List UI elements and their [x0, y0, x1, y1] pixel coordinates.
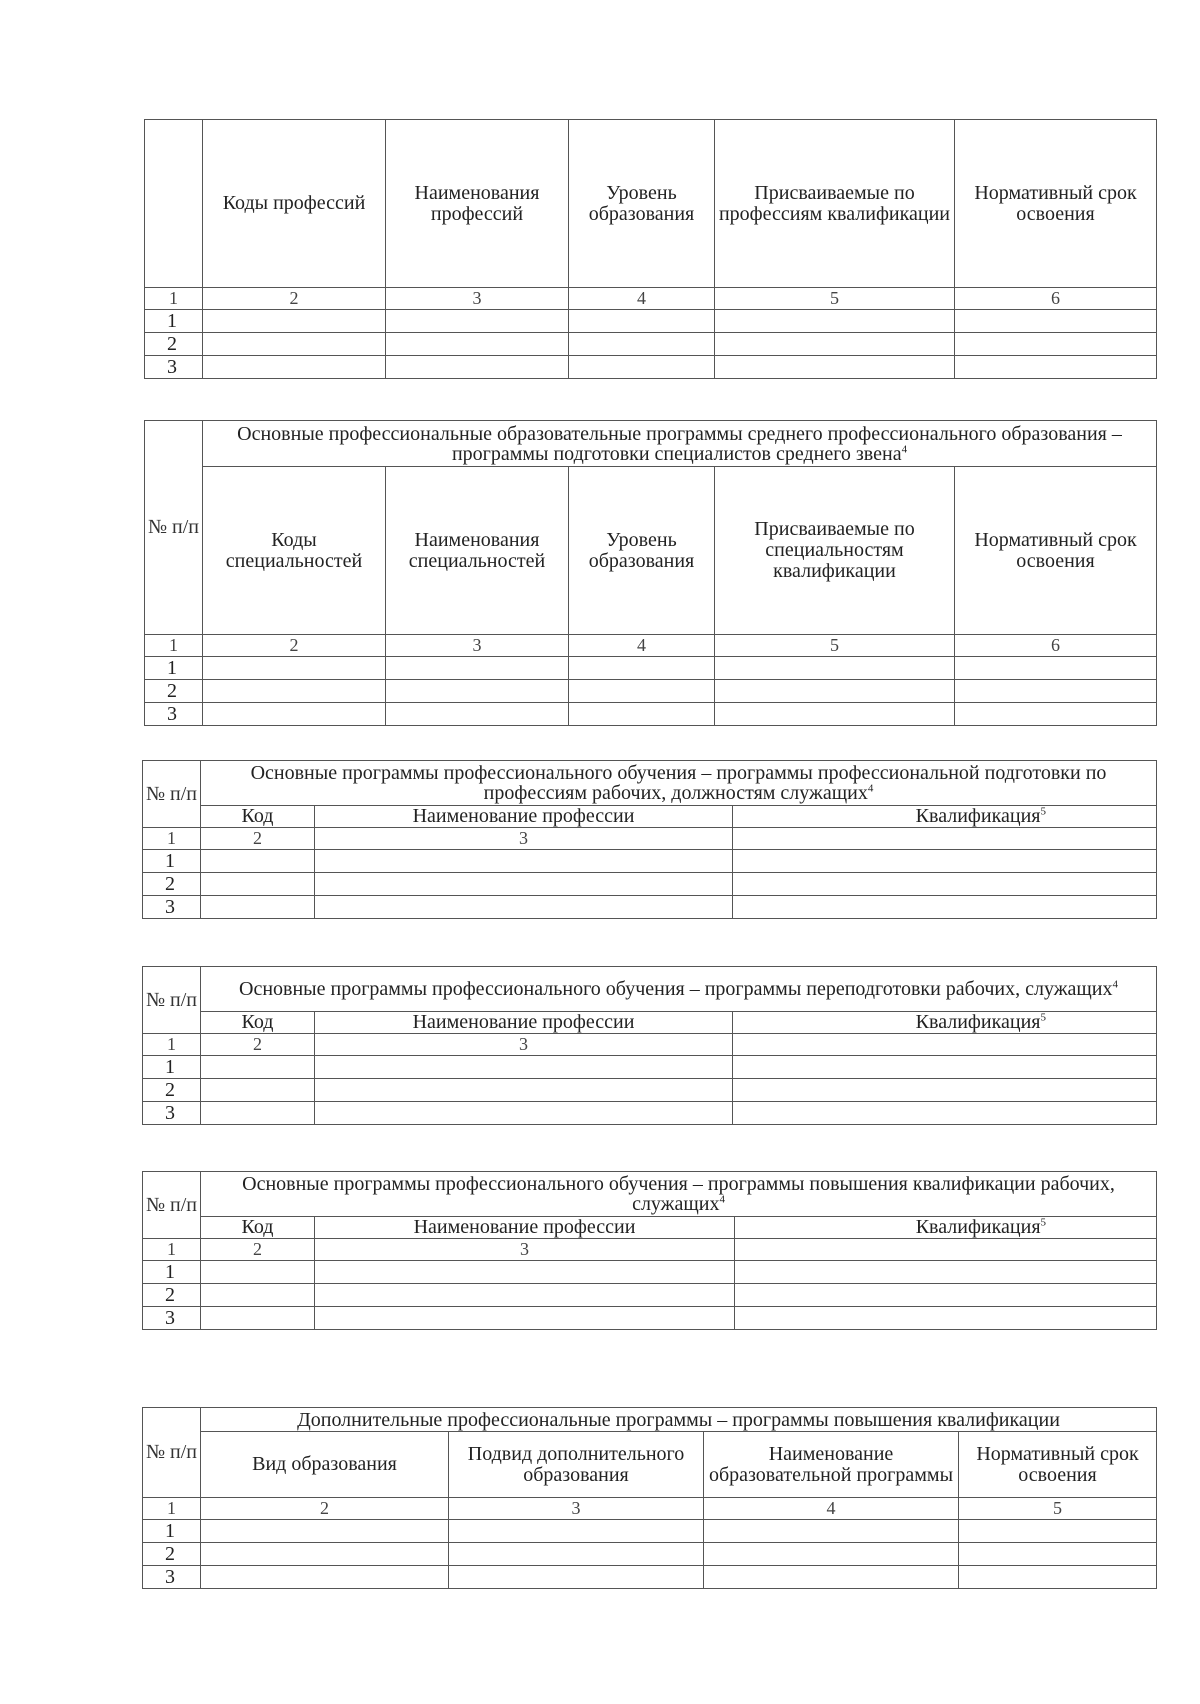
table-header-row: [145, 120, 1157, 288]
column-number: 6: [955, 288, 1157, 310]
empty-cell[interactable]: [449, 1520, 704, 1543]
column-number: 5: [715, 635, 955, 657]
header-cell-education-level: Уровень образования: [569, 467, 715, 635]
table-row: [143, 1261, 1157, 1284]
empty-cell[interactable]: [955, 333, 1157, 356]
footnote-mark: 4: [867, 782, 874, 795]
table-title: Дополнительные профессиональные программы – программы повышения квалификации: [201, 1408, 1157, 1432]
column-number: 3: [386, 635, 569, 657]
table-header-row: [143, 1432, 1157, 1498]
empty-cell[interactable]: [569, 310, 715, 333]
header-cell-code: Код: [201, 1217, 315, 1239]
empty-cell[interactable]: [704, 1543, 959, 1566]
table-row: [143, 1284, 1157, 1307]
row-number: 2: [143, 1543, 201, 1566]
empty-cell[interactable]: [315, 1284, 735, 1307]
column-number: 4: [569, 288, 715, 310]
row-number: 3: [143, 896, 201, 919]
column-number: 2: [201, 828, 315, 850]
column-number-row: [143, 828, 1157, 850]
table-row: [143, 1056, 1157, 1079]
table-row: [143, 1566, 1157, 1589]
header-cell-blank: [145, 120, 203, 288]
empty-cell[interactable]: [315, 850, 733, 873]
row-number: 3: [145, 703, 203, 726]
column-number-row: [143, 1034, 1157, 1056]
row-number-header: № п/п: [143, 967, 201, 1034]
qualification-label: Квалификация: [915, 1011, 1041, 1033]
row-number: 3: [143, 1307, 201, 1330]
empty-cell[interactable]: [201, 1307, 315, 1330]
qualification-label: Квалификация: [915, 1216, 1041, 1238]
table-header-row: [143, 1217, 1157, 1239]
empty-cell[interactable]: [201, 1520, 449, 1543]
column-number-row: [145, 635, 1157, 657]
empty-cell[interactable]: [201, 873, 315, 896]
empty-cell[interactable]: [955, 703, 1157, 726]
table-row: [143, 1543, 1157, 1566]
table-title-text: Основные профессиональные образовательные программы среднего профессионального образования – программы подготовки специалистов среднего звена: [237, 422, 1122, 465]
table-title: [201, 967, 1157, 1012]
table-worker-professions: [144, 119, 1157, 379]
row-number: 2: [143, 1079, 201, 1102]
column-number-row: [145, 288, 1157, 310]
empty-cell[interactable]: [959, 1566, 1157, 1589]
table-title-text: Основные программы профессионального обучения – программы повышения квалификации рабочих, служащих: [242, 1173, 1115, 1215]
column-number-row: [143, 1498, 1157, 1520]
header-cell-program-name: Наименование образовательной программы: [704, 1432, 959, 1498]
empty-cell[interactable]: [315, 1056, 733, 1079]
table-title-row: [143, 967, 1157, 1012]
empty-cell[interactable]: [955, 310, 1157, 333]
empty-cell[interactable]: [735, 1284, 1157, 1307]
row-number: 3: [143, 1566, 201, 1589]
header-cell-profession-name: Наименование профессии: [315, 1217, 735, 1239]
empty-cell[interactable]: [315, 1261, 735, 1284]
table-row: [143, 1079, 1157, 1102]
row-number: 3: [145, 356, 203, 379]
empty-cell[interactable]: [704, 1520, 959, 1543]
empty-cell: [735, 1239, 1157, 1261]
column-number: 1: [143, 828, 201, 850]
footnote-mark: 4: [719, 1193, 725, 1206]
empty-cell: [733, 828, 1157, 850]
empty-cell[interactable]: [569, 333, 715, 356]
row-number: 2: [143, 1284, 201, 1307]
empty-cell[interactable]: [715, 680, 955, 703]
empty-cell[interactable]: [449, 1543, 704, 1566]
column-number: 5: [715, 288, 955, 310]
row-number: 2: [145, 333, 203, 356]
empty-cell[interactable]: [203, 356, 386, 379]
empty-cell[interactable]: [955, 356, 1157, 379]
empty-cell[interactable]: [569, 680, 715, 703]
qualification-label: Квалификация: [915, 805, 1041, 827]
empty-cell[interactable]: [386, 703, 569, 726]
header-cell-specialty-codes: Коды специальностей: [203, 467, 386, 635]
table-title-row: [145, 421, 1157, 467]
column-number: 3: [449, 1498, 704, 1520]
empty-cell[interactable]: [735, 1307, 1157, 1330]
footnote-mark: 5: [1040, 805, 1046, 818]
column-number: 1: [145, 635, 203, 657]
empty-cell[interactable]: [735, 1261, 1157, 1284]
header-cell-profession-names: Наименования профессий: [386, 120, 569, 288]
column-number: 3: [315, 1034, 733, 1056]
header-cell-code: Код: [201, 806, 315, 828]
empty-cell[interactable]: [201, 896, 315, 919]
header-cell-code: Код: [201, 1012, 315, 1034]
empty-cell[interactable]: [315, 1307, 735, 1330]
header-cell-qualifications: Присваиваемые по профессиям квалификации: [715, 120, 955, 288]
empty-cell[interactable]: [201, 1284, 315, 1307]
empty-cell[interactable]: [449, 1566, 704, 1589]
empty-cell[interactable]: [386, 657, 569, 680]
table-advanced-training-workers: [142, 1171, 1157, 1330]
table-row: [145, 356, 1157, 379]
empty-cell[interactable]: [386, 680, 569, 703]
column-number: 3: [386, 288, 569, 310]
empty-cell[interactable]: [955, 680, 1157, 703]
table-vocational-training: [142, 760, 1157, 919]
column-number-row: [143, 1239, 1157, 1261]
header-cell-education-type: Вид образования: [201, 1432, 449, 1498]
header-cell-specialty-names: Наименования специальностей: [386, 467, 569, 635]
empty-cell[interactable]: [569, 356, 715, 379]
table-row: [143, 1520, 1157, 1543]
row-number: 3: [143, 1102, 201, 1125]
header-cell-qualifications: Присваиваемые по специальностям квалификации: [715, 467, 955, 635]
empty-cell[interactable]: [201, 1079, 315, 1102]
empty-cell[interactable]: [315, 896, 733, 919]
row-number: 2: [145, 680, 203, 703]
empty-cell[interactable]: [201, 1056, 315, 1079]
header-cell-term: Нормативный срок освоения: [955, 120, 1157, 288]
empty-cell[interactable]: [315, 873, 733, 896]
empty-cell[interactable]: [203, 310, 386, 333]
column-number: 6: [955, 635, 1157, 657]
column-number: 1: [143, 1239, 201, 1261]
footnote-mark: 4: [1112, 978, 1118, 991]
row-number: 1: [143, 850, 201, 873]
empty-cell[interactable]: [201, 850, 315, 873]
table-title-text: Основные программы профессионального обучения – программы профессиональной подготовки по профессиям рабочих, должностям служащих: [250, 762, 1107, 804]
empty-cell[interactable]: [201, 1102, 315, 1125]
empty-cell[interactable]: [733, 1102, 1157, 1125]
row-number: 2: [143, 873, 201, 896]
header-cell-profession-name: Наименование профессии: [315, 806, 733, 828]
column-number: 1: [145, 288, 203, 310]
empty-cell[interactable]: [959, 1520, 1157, 1543]
row-number: 1: [143, 1520, 201, 1543]
header-cell-qualification: [735, 1217, 1157, 1239]
empty-cell[interactable]: [201, 1566, 449, 1589]
table-specialist-programs: [144, 420, 1157, 726]
column-number: 4: [569, 635, 715, 657]
column-number: 1: [143, 1498, 201, 1520]
empty-cell[interactable]: [955, 657, 1157, 680]
table-retraining: [142, 966, 1157, 1125]
empty-cell[interactable]: [203, 680, 386, 703]
table-row: [143, 1307, 1157, 1330]
empty-cell[interactable]: [569, 703, 715, 726]
row-number: 1: [143, 1056, 201, 1079]
column-number: 4: [704, 1498, 959, 1520]
empty-cell[interactable]: [201, 1261, 315, 1284]
column-number: 2: [203, 288, 386, 310]
column-number: 5: [959, 1498, 1157, 1520]
column-number: 3: [315, 828, 733, 850]
column-number: 2: [203, 635, 386, 657]
footnote-mark: 5: [1040, 1011, 1046, 1024]
empty-cell[interactable]: [203, 703, 386, 726]
empty-cell[interactable]: [386, 356, 569, 379]
empty-cell[interactable]: [733, 896, 1157, 919]
empty-cell[interactable]: [733, 873, 1157, 896]
empty-cell[interactable]: [704, 1566, 959, 1589]
empty-cell[interactable]: [715, 310, 955, 333]
empty-cell[interactable]: [315, 1079, 733, 1102]
empty-cell[interactable]: [733, 850, 1157, 873]
empty-cell[interactable]: [203, 657, 386, 680]
column-number: 2: [201, 1239, 315, 1261]
table-title: [201, 761, 1157, 806]
table-row: [145, 657, 1157, 680]
row-number-header: № п/п: [143, 1172, 201, 1239]
header-cell-term: Нормативный срок освоения: [955, 467, 1157, 635]
table-title-row: [143, 1172, 1157, 1217]
table-additional-programs: [142, 1407, 1157, 1589]
row-number-header: № п/п: [143, 761, 201, 828]
table-row: [145, 333, 1157, 356]
column-number: 2: [201, 1034, 315, 1056]
empty-cell[interactable]: [733, 1079, 1157, 1102]
header-cell-profession-name: Наименование профессии: [315, 1012, 733, 1034]
table-title-row: [143, 761, 1157, 806]
header-cell-term: Нормативный срок освоения: [959, 1432, 1157, 1498]
table-row: [143, 896, 1157, 919]
empty-cell[interactable]: [201, 1543, 449, 1566]
table-row: [145, 703, 1157, 726]
empty-cell: [733, 1034, 1157, 1056]
column-number: 3: [315, 1239, 735, 1261]
table-title: [203, 421, 1157, 467]
table-row: [145, 310, 1157, 333]
column-number: 1: [143, 1034, 201, 1056]
table-title: [201, 1172, 1157, 1217]
empty-cell[interactable]: [315, 1102, 733, 1125]
header-cell-education-level: Уровень образования: [569, 120, 715, 288]
header-cell-qualification: [733, 1012, 1157, 1034]
empty-cell[interactable]: [569, 657, 715, 680]
table-row: [145, 680, 1157, 703]
empty-cell[interactable]: [386, 333, 569, 356]
table-row: [143, 1102, 1157, 1125]
header-cell-education-subtype: Подвид дополнительного образования: [449, 1432, 704, 1498]
empty-cell[interactable]: [386, 310, 569, 333]
header-cell-profession-codes: Коды профессий: [203, 120, 386, 288]
row-number: 1: [145, 657, 203, 680]
empty-cell[interactable]: [715, 356, 955, 379]
empty-cell[interactable]: [715, 703, 955, 726]
row-number-header: № п/п: [143, 1408, 201, 1498]
empty-cell[interactable]: [733, 1056, 1157, 1079]
row-number: 1: [143, 1261, 201, 1284]
row-number: 1: [145, 310, 203, 333]
row-number-header: № п/п: [145, 421, 203, 635]
header-cell-qualification: [733, 806, 1157, 828]
table-title-text: Основные программы профессионального обучения – программы переподготовки рабочих, служащих: [239, 978, 1113, 1000]
footnote-mark: 5: [1040, 1216, 1047, 1229]
table-row: [143, 850, 1157, 873]
table-header-row: [145, 467, 1157, 635]
empty-cell[interactable]: [959, 1543, 1157, 1566]
table-header-row: [143, 1012, 1157, 1034]
column-number: 2: [201, 1498, 449, 1520]
empty-cell[interactable]: [715, 333, 955, 356]
table-header-row: [143, 806, 1157, 828]
empty-cell[interactable]: [715, 657, 955, 680]
table-row: [143, 873, 1157, 896]
empty-cell[interactable]: [203, 333, 386, 356]
table-title-row: [143, 1408, 1157, 1432]
footnote-mark: 4: [901, 442, 908, 455]
